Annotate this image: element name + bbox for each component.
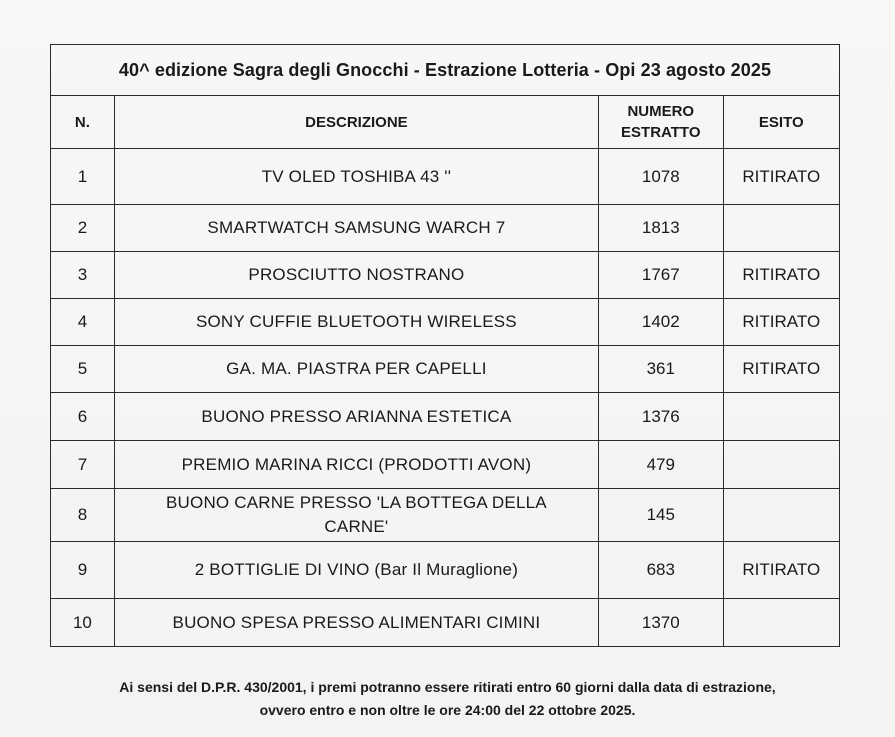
row-outcome [723,441,839,489]
description-text: GA. MA. PIASTRA PER CAPELLI [226,359,487,378]
row-drawn-number: 479 [598,441,723,489]
row-number: 2 [51,205,115,252]
legal-notice-line1: Ai sensi del D.P.R. 430/2001, i premi potranno essere ritirati entro 60 giorni dalla data di estrazione, [119,679,776,695]
row-description [114,393,598,441]
lottery-results-table [50,44,840,647]
header-number-line2: ESTRATTO [621,124,701,141]
description-text: 2 BOTTIGLIE DI VINO (Bar Il Muraglione) [194,560,519,579]
description-text: PREMIO MARINA RICCI (PRODOTTI AVON) [181,454,532,474]
row-number: 9 [51,542,115,599]
table-row [51,489,840,542]
row-outcome: RITIRATO [723,252,839,299]
row-description [114,149,598,205]
table-row [51,441,840,489]
row-number: 1 [51,149,115,205]
header-row [51,96,840,149]
legal-notice [40,676,855,722]
row-description [114,205,598,252]
table-row [51,346,840,393]
description-text: TV OLED TOSHIBA 43 '' [261,166,452,186]
table-row [51,252,840,299]
row-drawn-number: 1370 [598,599,723,647]
header-number-line1: NUMERO [627,103,695,120]
header-description: DESCRIZIONE [114,96,598,149]
row-number: 5 [51,346,115,393]
description-text: PROSCIUTTO NOSTRANO [248,265,465,284]
description-text: SMARTWATCH SAMSUNG WARCH 7 [207,218,506,237]
table-row [51,299,840,346]
row-drawn-number: 1767 [598,252,723,299]
legal-notice-line2: ovvero entro e non oltre le ore 24:00 del 22 ottobre 2025. [259,702,636,718]
row-drawn-number: 1402 [598,299,723,346]
row-drawn-number: 361 [598,346,723,393]
row-outcome [723,205,839,252]
row-outcome: RITIRATO [723,346,839,393]
row-number: 8 [51,489,115,542]
row-number: 10 [51,599,115,647]
description-text: BUONO SPESA PRESSO ALIMENTARI CIMINI [172,612,541,632]
row-description [114,599,598,647]
row-outcome [723,599,839,647]
row-description [114,489,598,542]
row-number: 7 [51,441,115,489]
row-description [114,252,598,299]
row-drawn-number: 1078 [598,149,723,205]
row-drawn-number: 145 [598,489,723,542]
row-description [114,542,598,599]
row-outcome: RITIRATO [723,542,839,599]
row-outcome [723,489,839,542]
row-number: 4 [51,299,115,346]
row-drawn-number: 683 [598,542,723,599]
description-text: BUONO CARNE PRESSO 'LA BOTTEGA DELLA CARNE' [166,493,547,536]
row-drawn-number: 1376 [598,393,723,441]
table-row [51,393,840,441]
row-outcome [723,393,839,441]
row-drawn-number: 1813 [598,205,723,252]
row-description [114,346,598,393]
description-text: BUONO PRESSO ARIANNA ESTETICA [201,406,512,426]
table-row [51,205,840,252]
row-outcome: RITIRATO [723,149,839,205]
table-row [51,542,840,599]
table-row [51,149,840,205]
row-description [114,441,598,489]
row-number: 3 [51,252,115,299]
row-number: 6 [51,393,115,441]
header-outcome: ESITO [723,96,839,149]
description-text: SONY CUFFIE BLUETOOTH WIRELESS [195,312,517,331]
header-n: N. [51,96,115,149]
table-title: 40^ edizione Sagra degli Gnocchi - Estrazione Lotteria - Opi 23 agosto 2025 [51,45,840,96]
table-row [51,599,840,647]
row-outcome: RITIRATO [723,299,839,346]
row-description [114,299,598,346]
header-number [598,96,723,149]
